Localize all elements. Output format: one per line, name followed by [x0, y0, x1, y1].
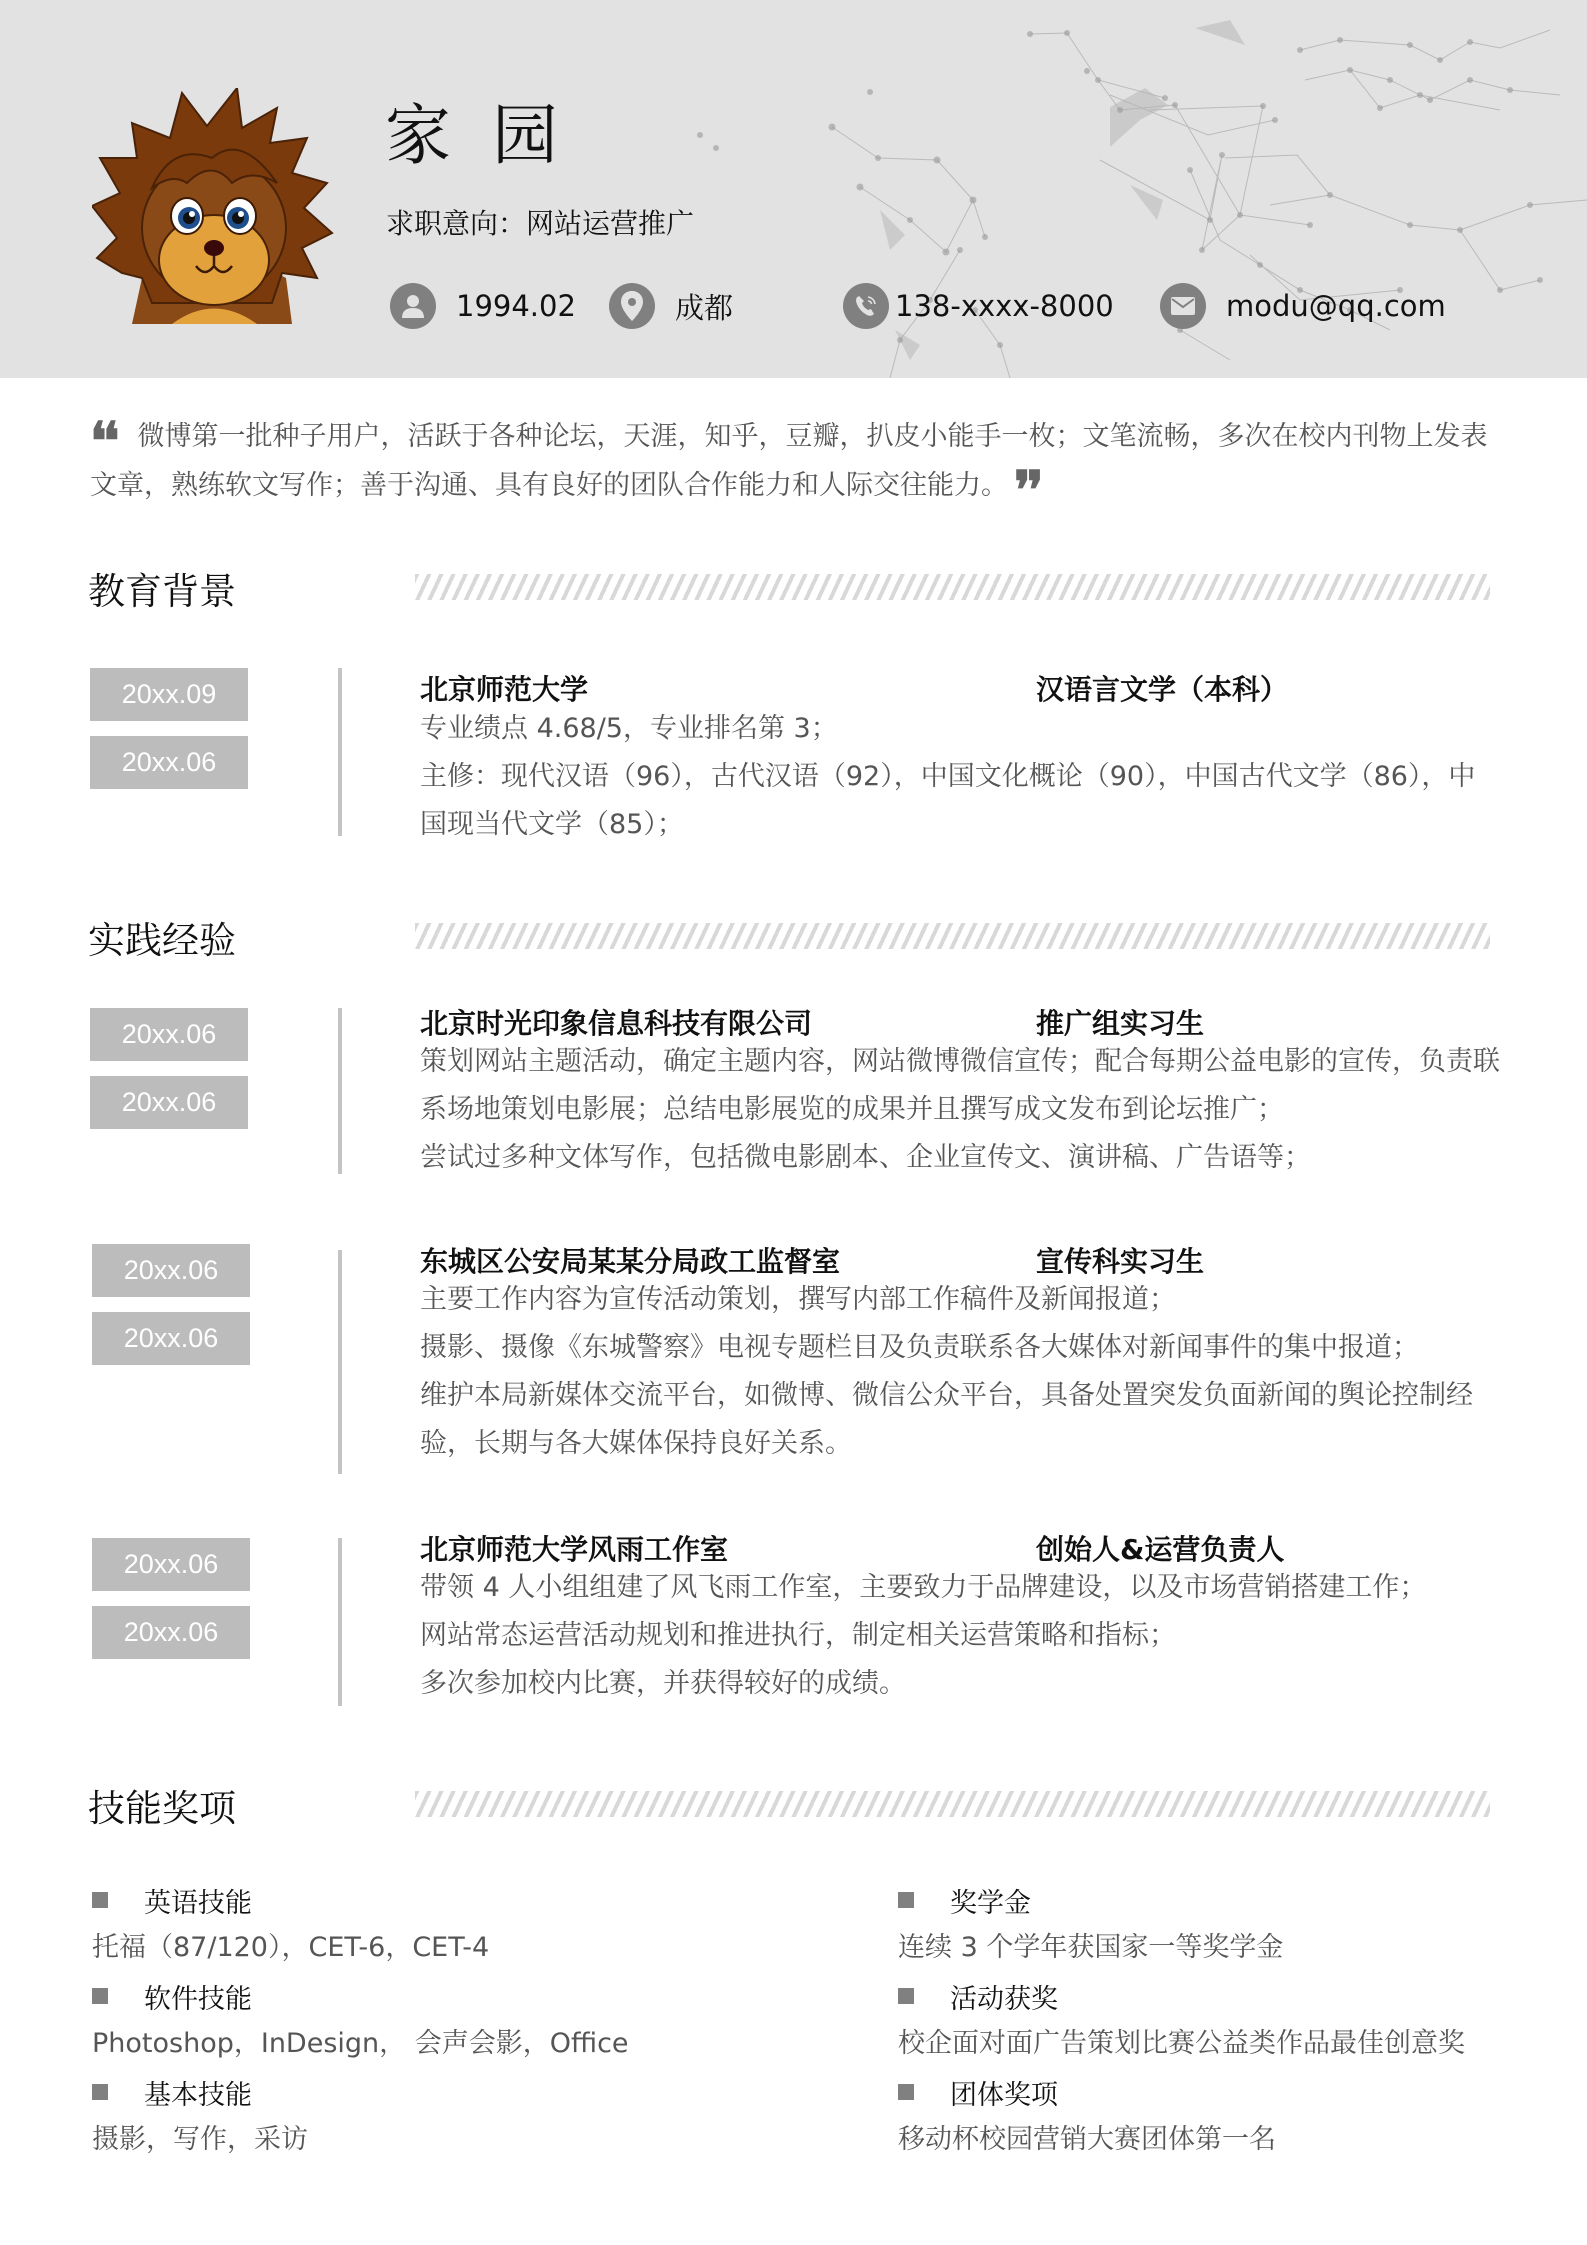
award-title-text: 团体奖项	[950, 2079, 1058, 2111]
location-info	[609, 282, 733, 330]
person-icon	[390, 283, 436, 329]
awards-right-column	[898, 1876, 1587, 2164]
org-name: 东城区公安局某某分局政工监督室	[420, 1245, 841, 1278]
skill-title-text: 软件技能	[144, 1983, 252, 2015]
timeline-divider	[338, 1538, 342, 1706]
job-intent: 求职意向：网站运营推广	[386, 207, 695, 240]
phone-number[interactable]: 138-xxxx-8000	[895, 289, 1114, 323]
award-title-text: 奖学金	[950, 1887, 1031, 1919]
start-date: 20xx.09	[90, 668, 248, 721]
detail-line: 专业绩点 4.68/5，专业排名第 3；	[420, 713, 838, 744]
email-address[interactable]: modu@qq.com	[1226, 289, 1446, 323]
org-name: 北京师范大学风雨工作室	[420, 1533, 729, 1566]
award-item-desc: 连续 3 个学年获国家一等奖学金	[898, 1932, 1284, 1963]
skill-item-desc: 摄影，写作，采访	[92, 2124, 308, 2155]
timeline-divider	[338, 1008, 342, 1174]
skill-item-desc: 托福（87/120），CET-6，CET-4	[92, 1932, 490, 1963]
award-item-desc: 校企面对面广告策划比赛公益类作品最佳创意奖	[898, 2028, 1465, 2059]
birth-date-info	[390, 282, 576, 330]
email-info	[1160, 282, 1446, 330]
square-bullet-icon	[92, 1988, 108, 2004]
phone-info	[843, 282, 1114, 330]
mail-icon	[1160, 283, 1206, 329]
entry-details	[420, 1038, 1502, 1182]
detail-line: 策划网站主题活动，确定主题内容，网站微博微信宣传；配合每期公益电影的宣传，负责联系场地策划电影展；总结电影展览的成果并且撰写成文发布到论坛推广；	[420, 1046, 1500, 1125]
stripe-divider	[415, 1791, 1490, 1817]
skill-title-text: 基本技能	[144, 2079, 252, 2111]
skills-section-header	[88, 1778, 1493, 1828]
detail-line: 主要工作内容为宣传活动策划，撰写内部工作稿件及新闻报道；	[420, 1284, 1176, 1315]
skills-left-column	[92, 1876, 792, 2164]
square-bullet-icon	[898, 1892, 914, 1908]
timeline-divider	[338, 668, 342, 836]
end-date: 20xx.06	[90, 736, 248, 789]
close-quote-icon: ❜❜	[1014, 460, 1040, 521]
start-date: 20xx.06	[92, 1538, 250, 1591]
open-quote-icon: ❛❛	[90, 411, 116, 472]
section-title: 实践经验	[88, 919, 236, 962]
stripe-divider	[415, 574, 1490, 600]
detail-line: 维护本局新媒体交流平台，如微博、微信公众平台，具备处置突发负面新闻的舆论控制经验，长期与各大媒体保持良好关系。	[420, 1380, 1473, 1459]
skill-item-desc: Photoshop，InDesign， 会声会影，Office	[92, 2028, 629, 2059]
end-date: 20xx.06	[90, 1076, 248, 1129]
award-item-title	[898, 1876, 1587, 1924]
location-pin-icon	[609, 283, 655, 329]
org-name: 北京时光印象信息科技有限公司	[420, 1007, 813, 1040]
start-date: 20xx.06	[90, 1008, 248, 1061]
lion-avatar	[92, 88, 336, 324]
award-item-title	[898, 1972, 1587, 2020]
award-item-title	[898, 2068, 1587, 2116]
role-title: 推广组实习生	[1036, 1007, 1205, 1040]
stripe-divider	[415, 923, 1490, 949]
detail-line: 网站常态运营活动规划和推进执行，制定相关运营策略和指标；	[420, 1620, 1176, 1651]
org-name: 北京师范大学	[420, 673, 589, 706]
entry-details	[420, 1276, 1502, 1468]
award-item-desc: 移动杯校园营销大赛团体第一名	[898, 2124, 1276, 2155]
candidate-name: 家 园	[385, 97, 568, 174]
role-title: 宣传科实习生	[1036, 1245, 1205, 1278]
detail-line: 多次参加校内比赛，并获得较好的成绩。	[420, 1668, 906, 1699]
entry-details	[420, 1564, 1502, 1708]
experience-section-header	[88, 910, 1493, 960]
skill-item-title	[92, 1972, 792, 2020]
square-bullet-icon	[898, 2084, 914, 2100]
detail-line: 带领 4 人小组组建了风飞雨工作室，主要致力于品牌建设，以及市场营销搭建工作；	[420, 1572, 1427, 1603]
resume-header	[0, 0, 1587, 378]
square-bullet-icon	[92, 1892, 108, 1908]
role-title: 创始人&运营负责人	[1036, 1533, 1285, 1566]
skill-item-title	[92, 1876, 792, 1924]
award-title-text: 活动获奖	[950, 1983, 1058, 2015]
education-section-header	[88, 561, 1493, 611]
entry-details	[420, 705, 1502, 849]
phone-icon	[843, 283, 889, 329]
start-date: 20xx.06	[92, 1244, 250, 1297]
end-date: 20xx.06	[92, 1312, 250, 1365]
skill-title-text: 英语技能	[144, 1887, 252, 1919]
location: 成都	[675, 290, 734, 325]
self-summary	[90, 411, 1510, 521]
square-bullet-icon	[898, 1988, 914, 2004]
detail-line: 尝试过多种文体写作，包括微电影剧本、企业宣传文、演讲稿、广告语等；	[420, 1142, 1311, 1173]
detail-line: 摄影、摄像《东城警察》电视专题栏目及负责联系各大媒体对新闻事件的集中报道；	[420, 1332, 1419, 1363]
end-date: 20xx.06	[92, 1606, 250, 1659]
detail-line: 主修：现代汉语（96），古代汉语（92），中国文化概论（90），中国古代文学（86），中国现当代文学（85）；	[420, 761, 1476, 840]
role-title: 汉语言文学（本科）	[1036, 673, 1289, 706]
birth-date: 1994.02	[456, 289, 576, 323]
square-bullet-icon	[92, 2084, 108, 2100]
timeline-divider	[338, 1250, 342, 1474]
section-title: 技能奖项	[88, 1787, 236, 1830]
section-title: 教育背景	[88, 570, 236, 613]
summary-text: 微博第一批种子用户，活跃于各种论坛，天涯，知乎，豆瓣，扒皮小能手一枚；文笔流畅，多次在校内刊物上发表文章，熟练软文写作；善于沟通、具有良好的团队合作能力和人际交往能力。	[90, 421, 1488, 501]
skill-item-title	[92, 2068, 792, 2116]
